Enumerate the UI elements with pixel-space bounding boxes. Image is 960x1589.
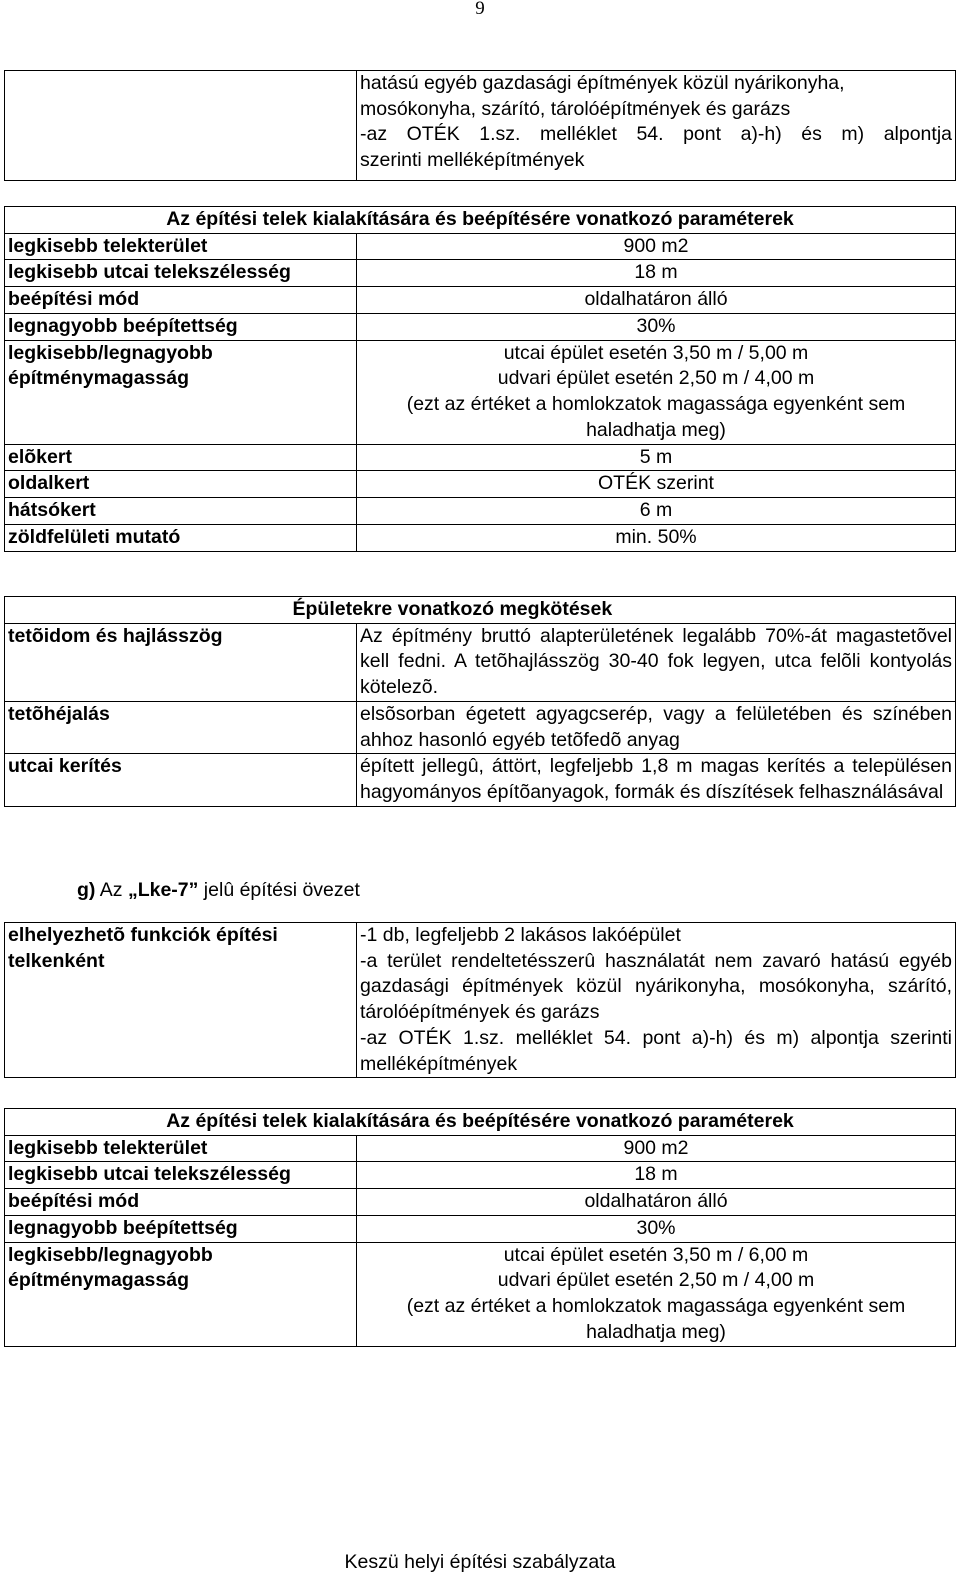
param-value: 5 m [357, 444, 956, 471]
param-value: 900 m2 [357, 233, 956, 260]
street-fence-label: utcai kerítés [5, 754, 357, 806]
parameters-title: Az építési telek kialakítására és beépítésére vonatkozó paraméterek [5, 1109, 956, 1136]
roof-shape-value: Az építmény bruttó alapterületének legalább 70%-át magastetõvel kell fedni. A tetõhajlásszög 30-40 fok legyen, utca felõli kontyolás kötelezõ. [357, 623, 956, 701]
empty-label-cell [5, 71, 357, 181]
buildings-title: Épületekre vonatkozó megkötések [357, 597, 956, 624]
functions-table [4, 922, 956, 1078]
param-value: oldalhatáron álló [357, 1189, 956, 1216]
param-label: hátsókert [5, 498, 357, 525]
param-label: oldalkert [5, 471, 357, 498]
param-value: oldalhatáron álló [357, 287, 956, 314]
param-label: beépítési mód [5, 1189, 357, 1216]
functions-value: -1 db, legfeljebb 2 lakásos lakóépület -a terület rendeltetésszerû használatát nem zavaró hatású egyéb gazdasági építmények közül nyárikonyha, mosókonyha, szárító, tárolóépítmények és garázs -az OTÉK 1.sz. melléklet 54. pont a)-h) és m) alpontja szerinti melléképítmények [357, 923, 956, 1078]
roof-shape-label: tetõidom és hajlásszög [5, 623, 357, 701]
param-label: beépítési mód [5, 287, 357, 314]
param-label: zöldfelületi mutató [5, 524, 357, 551]
parameters-table-1 [4, 206, 956, 552]
param-label: legnagyobb beépítettség [5, 1215, 357, 1242]
zone-caption: g) Az „Lke-7” jelû építési övezet [77, 879, 360, 901]
param-value: 6 m [357, 498, 956, 525]
param-value: OTÉK szerint [357, 471, 956, 498]
functions-continued-text: hatású egyéb gazdasági építmények közül nyárikonyha, mosókonyha, szárító, tárolóépítmények és garázs -az OTÉK 1.sz. melléklet 54. pont a)-h) és m) alpontja szerinti melléképítmények [357, 71, 956, 181]
param-label: legkisebb utcai telekszélesség [5, 260, 357, 287]
page-number: 9 [475, 0, 485, 19]
param-label: legkisebb utcai telekszélesség [5, 1162, 357, 1189]
functions-label: elhelyezhetõ funkciók építési telkenként [5, 923, 357, 1078]
functions-continued-table [4, 70, 956, 181]
param-label: elõkert [5, 444, 357, 471]
param-value: min. 50% [357, 524, 956, 551]
param-value: 18 m [357, 1162, 956, 1189]
parameters-table-2 [4, 1108, 956, 1347]
param-value: 30% [357, 1215, 956, 1242]
page-footer: Keszü helyi építési szabályzata [344, 1551, 616, 1573]
height-label: legkisebb/legnagyobb építménymagasság [5, 1242, 357, 1346]
height-label: legkisebb/legnagyobb építménymagasság [5, 340, 357, 444]
roofing-label: tetõhéjalás [5, 701, 357, 753]
param-label: legkisebb telekterület [5, 1135, 357, 1162]
parameters-title: Az építési telek kialakítására és beépítésére vonatkozó paraméterek [5, 207, 956, 234]
param-value: 18 m [357, 260, 956, 287]
height-value: utcai épület esetén 3,50 m / 6,00 m udvari épület esetén 2,50 m / 4,00 m (ezt az értéket a homlokzatok magassága egyenként sem haladhatja meg) [357, 1242, 956, 1346]
param-value: 900 m2 [357, 1135, 956, 1162]
height-value: utcai épület esetén 3,50 m / 5,00 m udvari épület esetén 2,50 m / 4,00 m (ezt az értéket a homlokzatok magassága egyenként sem haladhatja meg) [357, 340, 956, 444]
roofing-value: elsõsorban égetett agyagcserép, vagy a felületében és színében ahhoz hasonló egyéb tetõfedõ anyag [357, 701, 956, 753]
param-label: legkisebb telekterület [5, 233, 357, 260]
param-label: legnagyobb beépítettség [5, 313, 357, 340]
param-value: 30% [357, 313, 956, 340]
street-fence-value: épített jellegû, áttört, legfeljebb 1,8 m magas kerítés a településen hagyományos építõanyagok, formák és díszítések felhasználásával [357, 754, 956, 806]
building-constraints-table [4, 596, 956, 807]
